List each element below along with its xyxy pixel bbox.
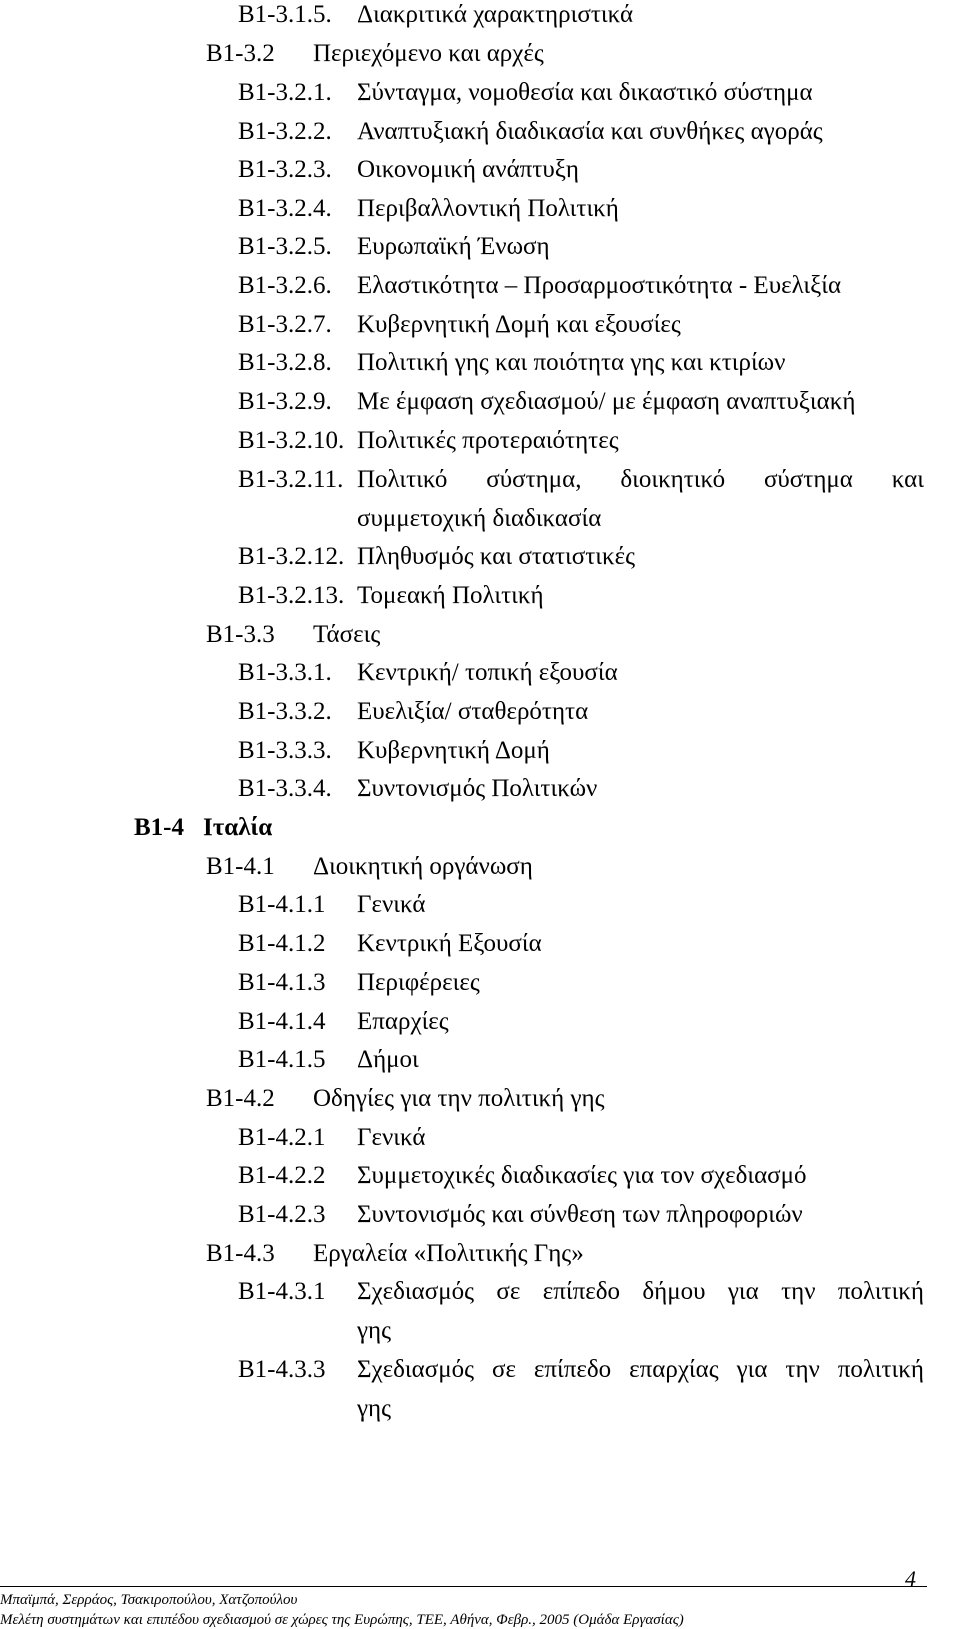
toc-entry-title: Κεντρική Εξουσία [357,930,542,957]
toc-entry-title: Οδηγίες για την πολιτική γης [313,1085,605,1112]
toc-entry-word: επίπεδο [533,1356,612,1383]
toc-entry-continuation: συμμετοχική διαδικασία [357,505,602,532]
toc-entry-title: Κυβερνητική Δομή και εξουσίες [357,311,681,338]
toc-entry-word: σύστημα, [486,466,582,493]
toc-entry-number: B1-4.1 [206,853,275,880]
toc-entry-title: Τομεακή Πολιτική [357,582,544,609]
footer-divider [0,1586,927,1587]
toc-entry-number: B1-3.2.4. [238,195,332,222]
toc-entry-title: Γενικά [357,891,426,918]
toc-entry-number: B1-4.2 [206,1085,275,1112]
toc-entry-number: B1-4.2.3 [238,1201,326,1228]
toc-entry-word: Πολιτικό [357,466,448,493]
toc-entry-number: B1-3.2.5. [238,233,332,260]
toc-entry-number: B1-3.2.2. [238,118,332,145]
toc-entry-number: B1-3.2 [206,40,275,67]
toc-entry-number: B1-3.2.13. [238,582,345,609]
toc-entry-title: Πληθυσμός και στατιστικές [357,543,636,570]
toc-entry-word: την [785,1356,820,1383]
toc-entry-number: B1-3.2.7. [238,311,332,338]
toc-entry-word: σε [491,1356,516,1383]
toc-entry-title [357,465,924,495]
toc-entry-title: Οικονομική ανάπτυξη [357,156,579,183]
toc-entry-title: Συμμετοχικές διαδικασίες για τον σχεδιασμό [357,1162,807,1189]
toc-entry-word: Σχεδιασμός [357,1278,475,1305]
page-footer [0,1566,960,1628]
toc-entry-word: πολιτική [837,1278,924,1305]
toc-entry-number: B1-4.3.1 [238,1278,326,1305]
toc-entry-title [357,1355,924,1385]
toc-entry-title [357,1277,924,1307]
toc-entry-number: B1-4 [134,814,184,841]
toc-entry-title: Περιεχόμενο και αρχές [313,40,544,67]
page-number: 4 [905,1566,916,1591]
toc-entry-number: B1-3.3.4. [238,775,332,802]
toc-entry-number: B1-3.2.8. [238,349,332,376]
toc-entry-title: Συντονισμός Πολιτικών [357,775,598,802]
toc-entry-word: σε [496,1278,521,1305]
toc-entry-word: για [736,1356,768,1383]
toc-entry-number: B1-4.2.1 [238,1124,326,1151]
toc-entry-number: B1-3.2.12. [238,543,345,570]
toc-entry-title: Συντονισμός και σύνθεση των πληροφοριών [357,1201,803,1228]
toc-entry-title: Περιβαλλοντική Πολιτική [357,195,619,222]
toc-entry-word: δήμου [642,1278,706,1305]
toc-entry-number: B1-4.3 [206,1240,275,1267]
toc-entry-title: Πολιτική γης και ποιότητα γης και κτιρίων [357,349,786,376]
toc-entry-title: Εργαλεία «Πολιτικής Γης» [313,1240,584,1267]
toc-entry-title: Ιταλία [203,814,273,841]
toc-entry-number: B1-3.3.3. [238,737,332,764]
toc-entry-title: Κυβερνητική Δομή [357,737,550,764]
toc-entry-title: Περιφέρειες [357,969,480,996]
toc-entry-number: B1-3.2.1. [238,79,332,106]
toc-entry-title: Κεντρική/ τοπική εξουσία [357,659,618,686]
toc-entry-word: και [891,466,924,493]
toc-entry-number: B1-4.3.3 [238,1356,326,1383]
toc-entry-number: B1-3.2.3. [238,156,332,183]
toc-entry-title: Διοικητική οργάνωση [313,853,533,880]
toc-entry-number: B1-3.2.9. [238,388,332,415]
toc-entry-title: Δήμοι [357,1046,419,1073]
toc-entry-number: B1-4.1.5 [238,1046,326,1073]
toc-entry-title: Αναπτυξιακή διαδικασία και συνθήκες αγοράς [357,118,823,145]
toc-entry-title: Επαρχίες [357,1008,449,1035]
toc-entry-number: B1-3.2.10. [238,427,345,454]
toc-entry-number: B1-3.1.5. [238,1,332,28]
toc-entry-continuation: γης [357,1317,392,1344]
toc-entry-title: Πολιτικές προτεραιότητες [357,427,619,454]
toc-entry-title: Με έμφαση σχεδιασμού/ με έμφαση αναπτυξιακή [357,388,856,415]
toc-entry-word: την [781,1278,816,1305]
toc-entry-number: B1-3.2.11. [238,466,344,493]
toc-entry-number: B1-3.3 [206,621,275,648]
toc-entry-title: Τάσεις [313,621,381,648]
toc-entry-title: Ελαστικότητα – Προσαρμοστικότητα - Ευελιξία [357,272,842,299]
toc-entry-number: B1-4.1.1 [238,891,326,918]
toc-entry-number: B1-3.2.6. [238,272,332,299]
toc-entry-number: B1-3.3.2. [238,698,332,725]
toc-entry-number: B1-3.3.1. [238,659,332,686]
toc-entry-word: σύστημα [763,466,853,493]
toc-entry-word: πολιτική [837,1356,924,1383]
toc-entry-title: Διακριτικά χαρακτηριστικά [357,1,634,28]
toc-entry-continuation: γης [357,1395,392,1422]
toc-entry-word: Σχεδιασμός [357,1356,475,1383]
toc-entry-number: B1-4.1.4 [238,1008,326,1035]
toc-entry-word: επίπεδο [542,1278,620,1305]
toc-entry-number: B1-4.1.3 [238,969,326,996]
toc-entry-number: B1-4.1.2 [238,930,326,957]
toc-entry-number: B1-4.2.2 [238,1162,326,1189]
toc-entry-title: Ευελιξία/ σταθερότητα [357,698,589,725]
toc-entry-title: Γενικά [357,1124,426,1151]
footer-document-title: Μελέτη συστημάτων και επιπέδου σχεδιασμού σε χώρες της Ευρώπης, ΤΕΕ, Αθήνα, Φεβρ., 2005 (Ομάδα Εργασίας) [0,1612,684,1628]
toc-entry-word: για [727,1278,759,1305]
footer-authors: Μπαϊμπά, Σερράος, Τσακιροπούλου, Χατζοπούλου [0,1592,298,1608]
toc-entry-title: Ευρωπαϊκή Ένωση [357,233,550,260]
toc-entry-title: Σύνταγμα, νομοθεσία και δικαστικό σύστημα [357,79,813,106]
toc-entry-word: διοικητικό [620,466,726,493]
toc-entry-word: επαρχίας [629,1356,719,1383]
